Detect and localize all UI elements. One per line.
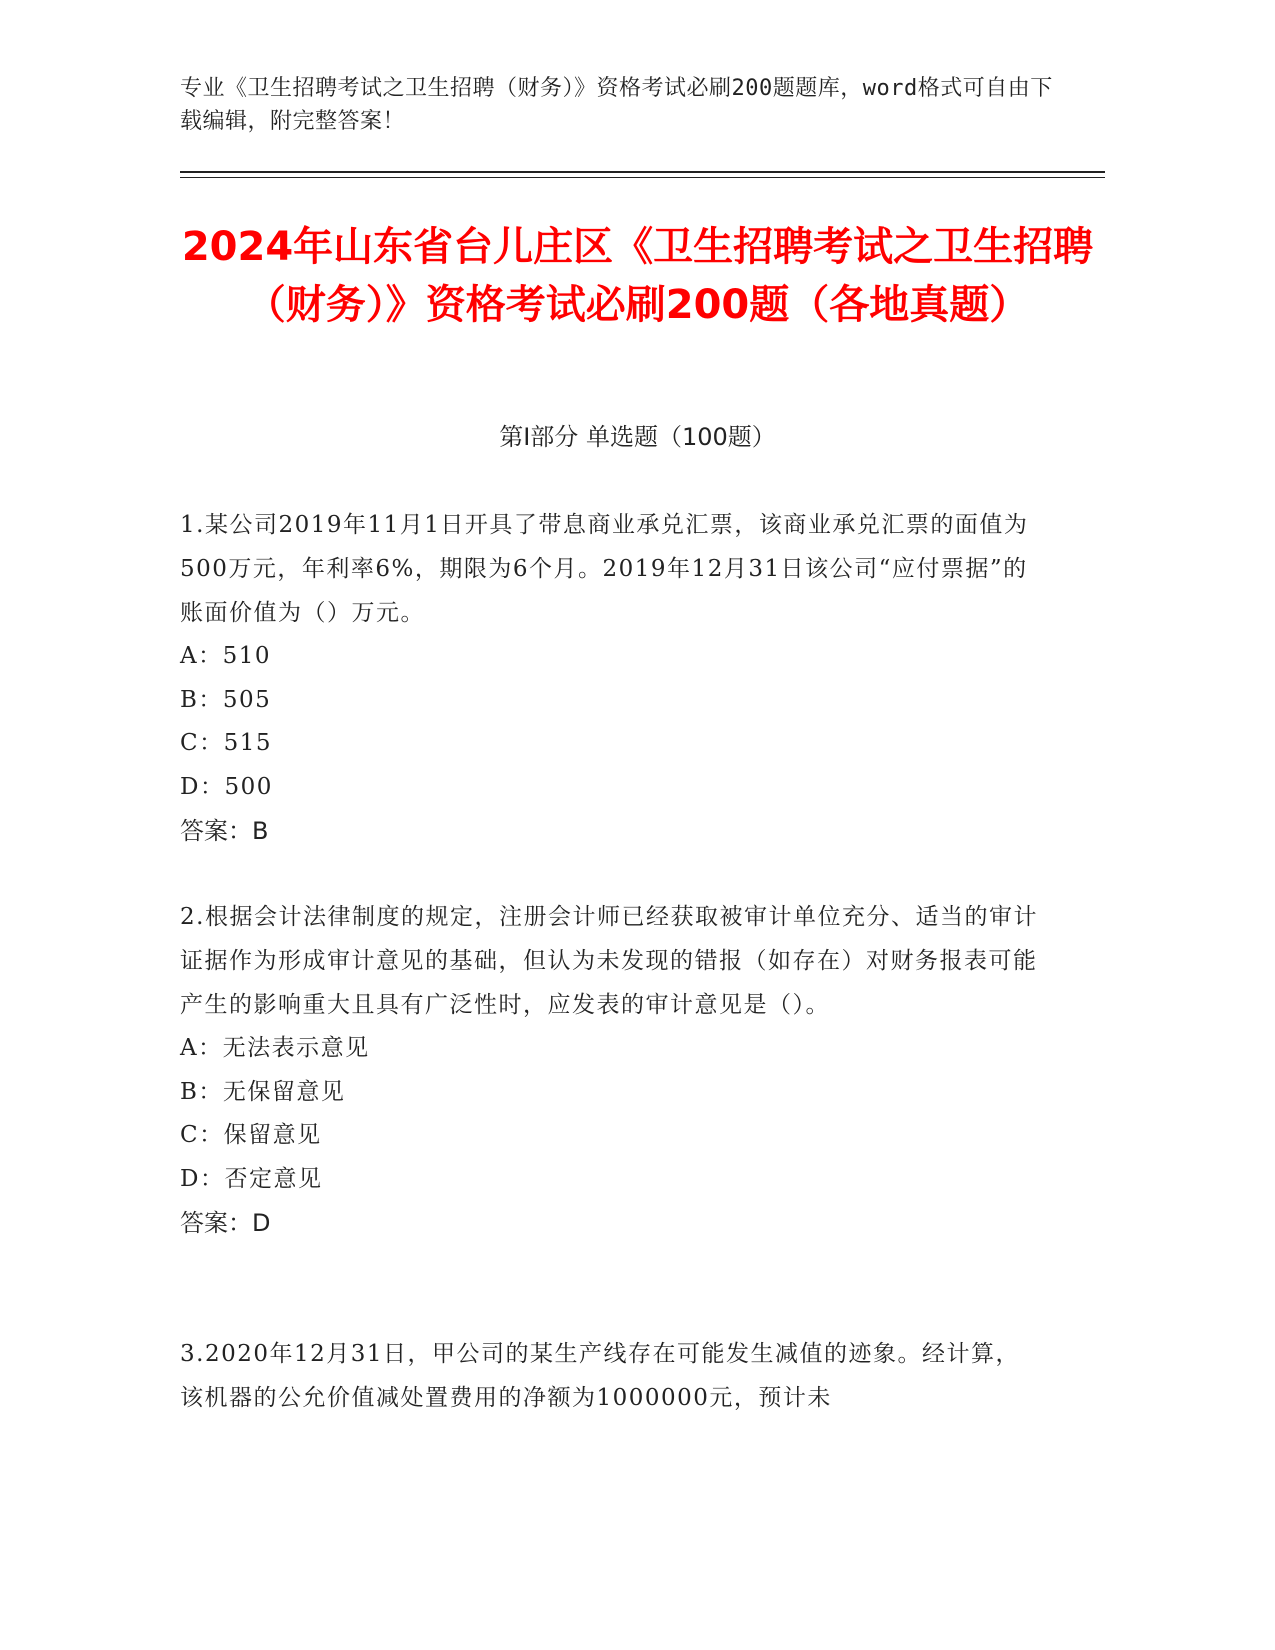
header-divider-thin bbox=[180, 177, 1105, 178]
option-b: B：无保留意见 bbox=[180, 1078, 346, 1105]
option-a: A：无法表示意见 bbox=[180, 1035, 370, 1061]
header-note: 专业《卫生招聘考试之卫生招聘（财务）》资格考试必刷200题题库，word格式可自由下载编辑，附完整答案！ bbox=[180, 76, 1053, 134]
section-title: 第I部分 单选题（100题） bbox=[499, 423, 776, 451]
option-d: D：500 bbox=[180, 773, 273, 800]
option-a: A：510 bbox=[180, 643, 272, 669]
option-c: C：515 bbox=[180, 730, 272, 756]
header-divider-thick bbox=[180, 171, 1105, 173]
question-1 bbox=[180, 503, 1040, 853]
answer: 答案：B bbox=[180, 817, 269, 845]
option-d: D：否定意见 bbox=[180, 1165, 323, 1192]
question-2 bbox=[180, 895, 1040, 1245]
option-c: C：保留意见 bbox=[180, 1122, 322, 1148]
document-title: 2024年山东省台儿庄区《卫生招聘考试之卫生招聘（财务）》资格考试必刷200题（各地真题） bbox=[181, 224, 1094, 328]
question-stem: 2.根据会计法律制度的规定，注册会计师已经获取被审计单位充分、适当的审计证据作为形成审计意见的基础，但认为未发现的错报（如存在）对财务报表可能产生的影响重大且具有广泛性时，应发表的审计意见是（）。 bbox=[180, 904, 1038, 1018]
question-stem: 1.某公司2019年11月1日开具了带息商业承兑汇票，该商业承兑汇票的面值为500万元，年利率6%，期限为6个月。2019年12月31日该公司“应付票据”的账面价值为（）万元。 bbox=[180, 512, 1029, 626]
question-stem: 3.2020年12月31日，甲公司的某生产线存在可能发生减值的迹象。经计算，该机器的公允价值减处置费用的净额为1000000元，预计未 bbox=[180, 1341, 1021, 1411]
option-b: B：505 bbox=[180, 686, 272, 713]
answer: 答案：D bbox=[180, 1209, 271, 1237]
question-3 bbox=[180, 1332, 1040, 1420]
